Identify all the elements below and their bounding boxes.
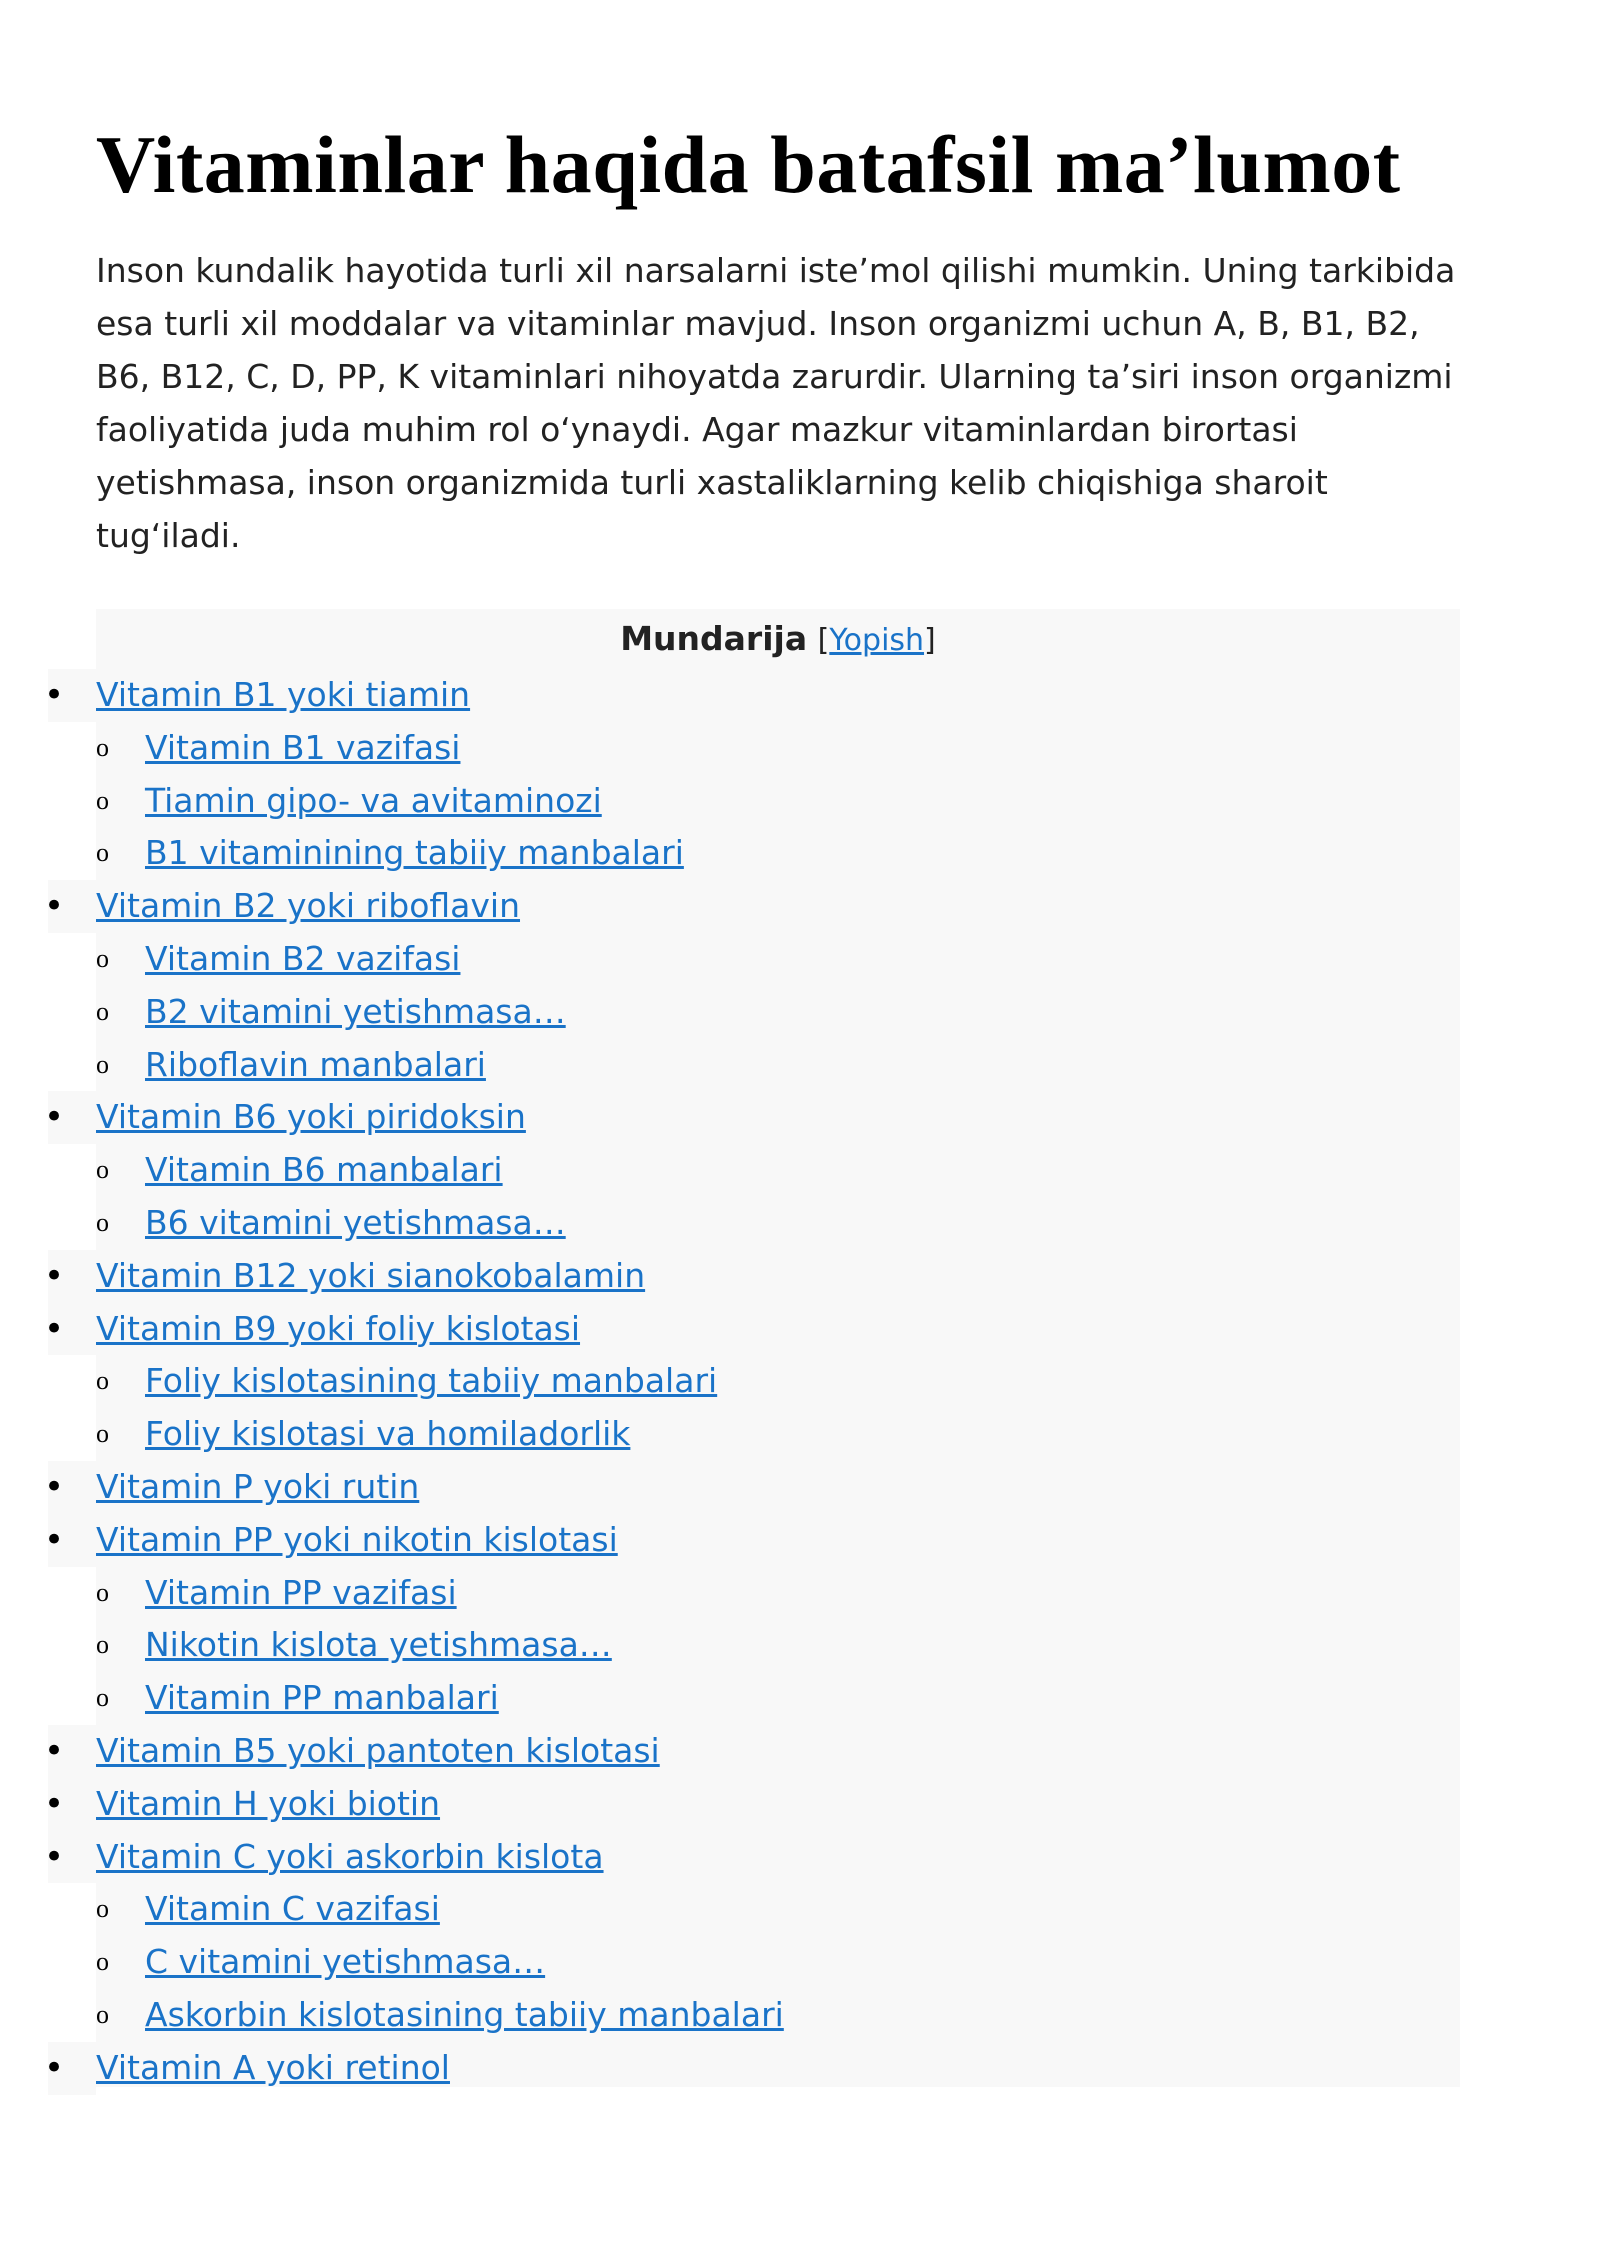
toc-item [0, 827, 1600, 880]
toc-item [0, 1672, 1600, 1725]
bullet-dot-icon: • [44, 1255, 65, 1296]
toc-subsection-link[interactable]: B1 vitaminining tabiiy manbalari [145, 833, 684, 873]
toc-subsection-link[interactable]: Foliy kislotasining tabiiy manbalari [145, 1361, 718, 1401]
toc-subsection-link[interactable]: Riboflavin manbalari [145, 1044, 486, 1084]
toc-item [0, 669, 1600, 722]
bullet-circle-icon: o [96, 1577, 109, 1607]
toc-title: Mundarija [620, 619, 808, 658]
bullet-circle-icon: o [96, 1894, 109, 1924]
toc-subsection-link[interactable]: Foliy kislotasi va homiladorlik [145, 1414, 631, 1454]
toc-subsection-link[interactable]: Nikotin kislota yetishmasa… [145, 1625, 612, 1665]
toc-item [0, 1514, 1600, 1567]
bullet-circle-icon: o [96, 1207, 109, 1237]
bullet-dot-icon: • [44, 1783, 65, 1824]
toc-item [0, 1408, 1600, 1461]
toc-item [0, 1567, 1600, 1620]
toc-subsection-link[interactable]: Vitamin PP vazifasi [145, 1572, 457, 1612]
toc-item [0, 1989, 1600, 2042]
toc-subsection-link[interactable]: Vitamin B6 manbalari [145, 1150, 503, 1190]
bullet-circle-icon: o [96, 732, 109, 762]
bullet-circle-icon: o [96, 996, 109, 1026]
toc-item [0, 1883, 1600, 1936]
bullet-circle-icon: o [96, 1366, 109, 1396]
article [96, 110, 1460, 562]
bullet-dot-icon: • [44, 1308, 65, 1349]
toc-item [0, 722, 1600, 775]
toc-section-link[interactable]: Vitamin A yoki retinol [96, 2047, 450, 2087]
toc-toggle [818, 623, 936, 658]
bullet-circle-icon: o [96, 1419, 109, 1449]
toc-subsection-link[interactable]: B2 vitamini yetishmasa… [145, 991, 566, 1031]
bullet-circle-icon: o [96, 1155, 109, 1185]
toc-item [0, 986, 1600, 1039]
bullet-dot-icon: • [44, 1836, 65, 1877]
toc-item [0, 1144, 1600, 1197]
toc-section-link[interactable]: Vitamin PP yoki nikotin kislotasi [96, 1519, 618, 1559]
bullet-circle-icon: o [96, 1947, 109, 1977]
toc-list [0, 669, 1600, 2095]
toc-subsection-link[interactable]: Askorbin kislotasining tabiiy manbalari [145, 1994, 784, 2034]
bullet-circle-icon: o [96, 1999, 109, 2029]
bullet-circle-icon: o [96, 785, 109, 815]
bullet-dot-icon: • [44, 1519, 65, 1560]
toc-item [0, 933, 1600, 986]
toc-section-link[interactable]: Vitamin C yoki askorbin kislota [96, 1836, 604, 1876]
toc-toggle-bracket-close: ] [924, 623, 936, 658]
toc-subsection-link[interactable]: Vitamin PP manbalari [145, 1678, 499, 1718]
toc-hide-link[interactable]: Yopish [829, 623, 925, 658]
toc-section-link[interactable]: Vitamin B2 yoki riboflavin [96, 886, 521, 926]
toc-section-link[interactable]: Vitamin B5 yoki pantoten kislotasi [96, 1730, 660, 1770]
toc-item [0, 775, 1600, 828]
bullet-dot-icon: • [44, 2047, 65, 2088]
bullet-circle-icon: o [96, 838, 109, 868]
toc-item [0, 1039, 1600, 1092]
toc-item [0, 1250, 1600, 1303]
toc-item [0, 1091, 1600, 1144]
toc-section-link[interactable]: Vitamin P yoki rutin [96, 1466, 420, 1506]
toc-item [0, 1778, 1600, 1831]
toc-section-link[interactable]: Vitamin B1 yoki tiamin [96, 675, 471, 714]
toc-subsection-link[interactable]: C vitamini yetishmasa… [145, 1942, 546, 1982]
toc-item [0, 1303, 1600, 1356]
bullet-dot-icon: • [44, 1097, 65, 1138]
bullet-dot-icon: • [44, 1730, 65, 1771]
toc-section-link[interactable]: Vitamin H yoki biotin [96, 1783, 441, 1823]
toc-item [0, 1461, 1600, 1514]
toc-item [0, 1619, 1600, 1672]
toc-toggle-bracket-open: [ [817, 623, 830, 658]
toc-subsection-link[interactable]: Vitamin B2 vazifasi [145, 938, 461, 978]
toc-item [0, 880, 1600, 933]
toc-section-link[interactable]: Vitamin B6 yoki piridoksin [96, 1097, 526, 1137]
bullet-circle-icon: o [96, 1049, 109, 1079]
toc-subsection-link[interactable]: B6 vitamini yetishmasa… [145, 1202, 566, 1242]
toc-section-link[interactable]: Vitamin B12 yoki sianokobalamin [96, 1255, 646, 1295]
bullet-circle-icon: o [96, 943, 109, 973]
toc-header [96, 609, 1460, 669]
toc-subsection-link[interactable]: Vitamin C vazifasi [145, 1889, 440, 1929]
toc-item [0, 1936, 1600, 1989]
toc-item [0, 1831, 1600, 1884]
intro-paragraph: Inson kundalik hayotida turli xil narsalarni iste’mol qilishi mumkin. Uning tarkibida esa turli xil moddalar va vitaminlar mavjud. Inson organizmi uchun A, B, B1, B2, B6, B12, C, D, PP, K vitaminlari nihoyatda zarurdir. Ularning ta’siri inson organizmi faoliyatida juda muhim rol o‘ynaydi. Agar mazkur vitaminlardan birortasi yetishmasa, inson organizmida turli xastaliklarning kelib chiqishiga sharoit tug‘iladi. [96, 251, 1456, 555]
bullet-circle-icon: o [96, 1683, 109, 1713]
toc-subsection-link[interactable]: Tiamin gipo- va avitaminozi [145, 780, 602, 820]
toc-subsection-link[interactable]: Vitamin B1 vazifasi [145, 727, 461, 767]
toc-section-link[interactable]: Vitamin B9 yoki foliy kislotasi [96, 1308, 581, 1348]
bullet-dot-icon: • [44, 675, 65, 715]
bullet-circle-icon: o [96, 1630, 109, 1660]
bullet-dot-icon: • [44, 886, 65, 927]
toc-item [0, 2042, 1600, 2095]
toc-item [0, 1355, 1600, 1408]
toc-item [0, 1197, 1600, 1250]
page-title: Vitaminlar haqida batafsil ma’lumot [96, 119, 1401, 210]
bullet-dot-icon: • [44, 1466, 65, 1507]
toc-item [0, 1725, 1600, 1778]
